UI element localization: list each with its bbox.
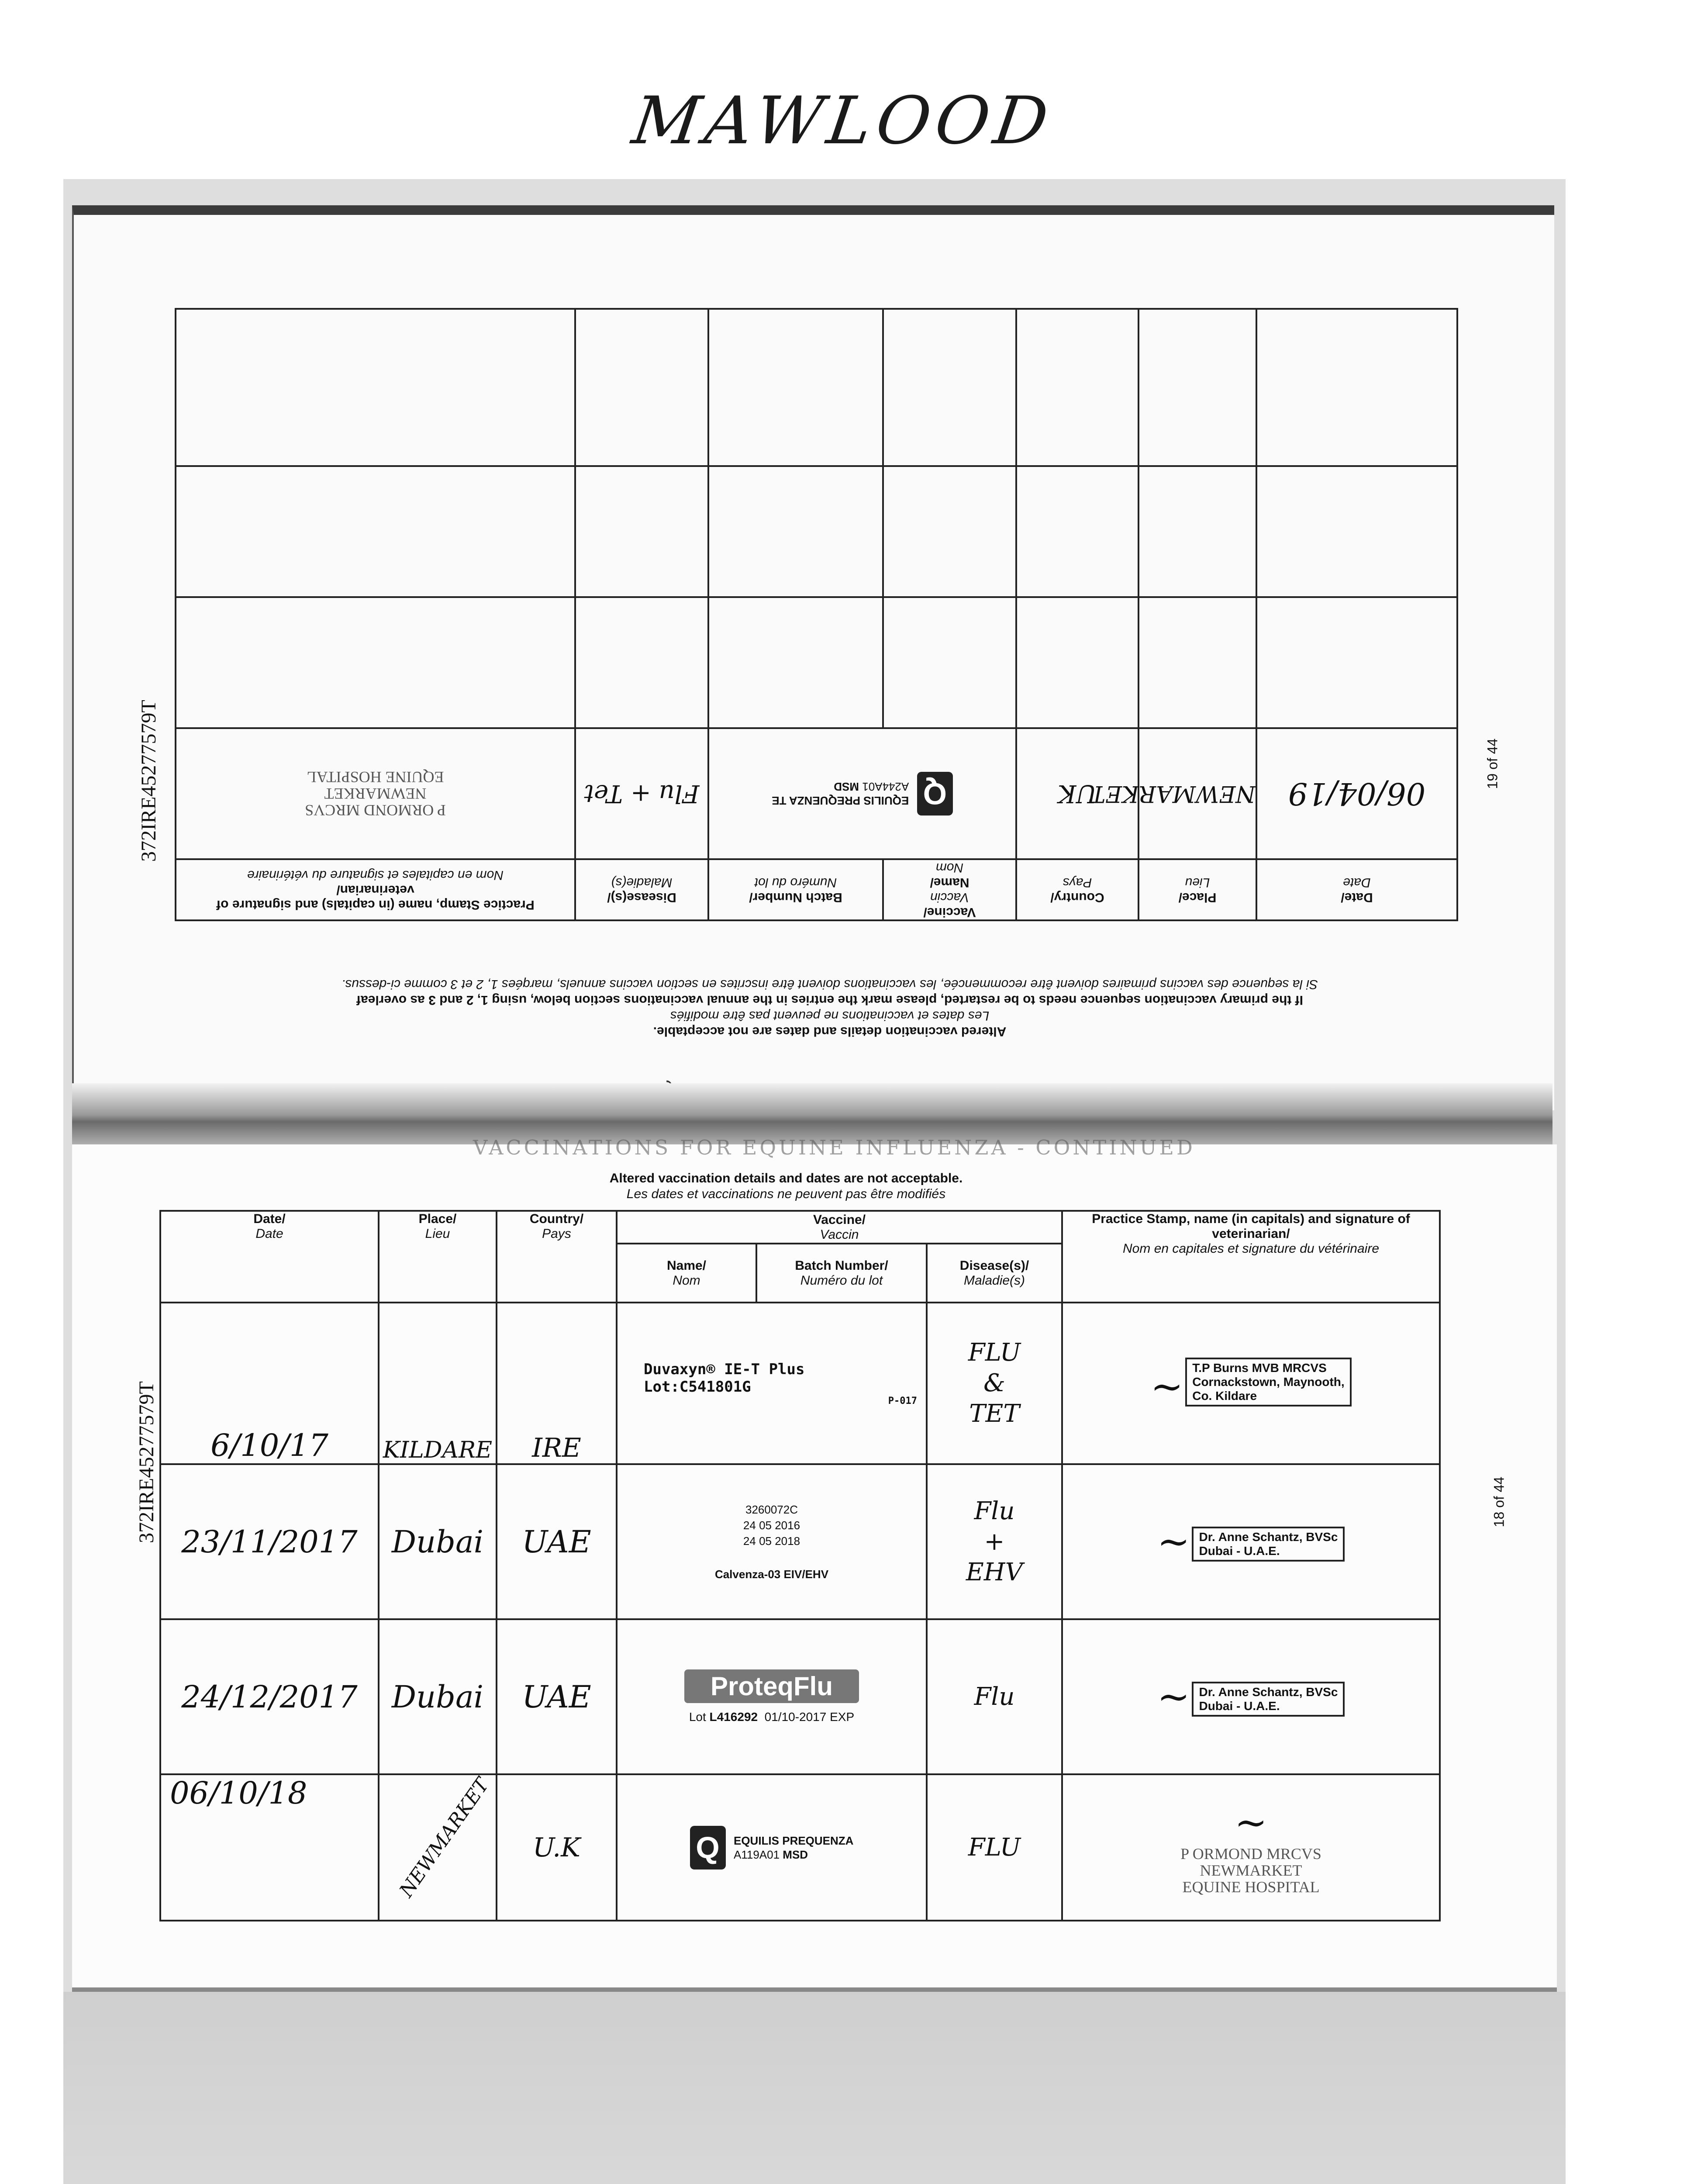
vet-stamp: Dr. Anne Schantz, BVSc Dubai - U.A.E.: [1192, 1682, 1345, 1717]
vaccine-vial-icon: Q: [917, 772, 953, 816]
bottom-notice: Altered vaccination details and dates are not acceptable. Les dates et vaccinations ne peuvent pas être modifiés: [609, 1171, 963, 1201]
entry-disease: Flu + EHV: [927, 1464, 1062, 1619]
col-batch: Batch Number/ Numéro du lot: [756, 1244, 927, 1303]
stamp-cell: [1062, 1303, 1440, 1464]
maker-logo: MSD: [783, 1848, 808, 1861]
maker-logo: MSD: [834, 780, 859, 793]
entry-country: UK: [1016, 728, 1138, 859]
entry-disease: Flu: [927, 1619, 1062, 1774]
table-row: [176, 597, 1457, 728]
entry-disease: FLU: [927, 1774, 1062, 1921]
batch-number: L416292: [709, 1710, 758, 1724]
col-date: Date/ Date: [1256, 859, 1457, 920]
top-notice: Altered vaccination details and dates are not acceptable. Les dates et vaccinations ne peuvent pas être modifiés If the primary vaccination sequence needs to be restarted, please mark the entries in the annual vaccinations section below, using 1, 2 and 3 as overleaf Si la sequence des vaccins primaires doivent être recommencée, les vaccinations doivent être inscrites en section vaccins annuels, marqées 1, 2 et 3 comme ci-dessus.: [341, 977, 1318, 1039]
table-row: [160, 1619, 1440, 1774]
col-name: Name/ Nom: [617, 1244, 756, 1303]
entry-country: UAE: [497, 1464, 617, 1619]
col-place: Place/ Lieu: [379, 1211, 497, 1303]
col-country: Country/ Pays: [1016, 859, 1138, 920]
stamp-cell: [1062, 1464, 1440, 1619]
table-row: [160, 1303, 1440, 1464]
col-country: Country/ Pays: [497, 1211, 617, 1303]
batch-number: A244A01: [862, 780, 909, 793]
entry-place: NEWMARKET: [1138, 728, 1256, 859]
vaccine-name: Duvaxyn® IE-T Plus: [644, 1360, 805, 1378]
entry-place: Dubai: [379, 1619, 497, 1774]
entry-date: 24/12/2017: [160, 1619, 379, 1774]
entry-place: KILDARE: [379, 1303, 497, 1464]
stamp-cell: [176, 728, 575, 859]
vaccination-table-page-19: [175, 308, 1458, 921]
page-number: 18 of 44: [1491, 1476, 1507, 1527]
col-vaccine: Vaccine/ Vaccin: [617, 1211, 1062, 1244]
vaccine-name: EQUILIS PREQUENZA: [733, 1834, 854, 1847]
col-batch: Batch Number/ Numéro du lot: [708, 859, 883, 920]
section-title: VACCINATIONS FOR EQUINE INFLUENZA - CONTINUED: [473, 1136, 1195, 1159]
vet-signature: ~: [1234, 1800, 1268, 1845]
table-row: [160, 1774, 1440, 1921]
col-vaccine-name: Vaccine/ Vaccin Name/ Nom: [883, 859, 1016, 920]
vaccine-sticker: [708, 728, 1016, 859]
entry-country: UAE: [497, 1619, 617, 1774]
col-place: Place/ Lieu: [1138, 859, 1256, 920]
stamp-cell: [1062, 1774, 1440, 1921]
vaccine-sticker: [617, 1464, 927, 1619]
vaccine-name: ProteqFlu: [684, 1669, 859, 1703]
vaccine-sticker: [617, 1303, 927, 1464]
table-row: [160, 1464, 1440, 1619]
vaccination-table-page-18: [159, 1210, 1441, 1921]
vet-stamp: T.P Burns MVB MRCVS Cornackstown, Maynooth, Co. Kildare: [1185, 1358, 1351, 1406]
batch-number: 3260072C: [745, 1503, 798, 1516]
entry-date: 23/11/2017: [160, 1464, 379, 1619]
entry-date: 6/10/17: [160, 1303, 379, 1464]
vaccine-sticker: [617, 1774, 927, 1921]
passport-number: 372IRE45277579T: [137, 700, 160, 862]
entry-disease: Flu + Tet: [575, 728, 708, 859]
vet-signature: ~: [1157, 1519, 1190, 1565]
sticker-code: P-017: [888, 1395, 917, 1406]
batch-number: Lot:C541801G: [644, 1378, 751, 1396]
entry-country: IRE: [497, 1303, 617, 1464]
vaccine-name: Calvenza-03 EIV/EHV: [714, 1567, 829, 1581]
stamp-cell: [1062, 1619, 1440, 1774]
col-stamp: Practice Stamp, name (in capitals) and signature of veterinarian/ Nom en capitales et signature du vétérinaire: [176, 859, 575, 920]
table-row: [176, 728, 1457, 859]
manufacture-date: 24 05 2016: [743, 1518, 800, 1532]
vaccine-sticker: ProteqFlu Lot L416292 01/10-2017 EXP: [617, 1619, 927, 1774]
vet-signature: ~: [1157, 1674, 1190, 1720]
col-date: Date/ Date: [160, 1211, 379, 1303]
vaccine-name: EQUILIS PREQUENZA TE: [772, 794, 909, 807]
entry-place: Dubai: [379, 1464, 497, 1619]
vet-stamp: P ORMOND MRCVS NEWMARKET EQUINE HOSPITAL: [305, 768, 446, 819]
table-row: [176, 466, 1457, 597]
table-row: [176, 309, 1457, 466]
vaccine-vial-icon: Q: [690, 1826, 726, 1870]
col-disease: Disease(s)/ Maladie(s): [927, 1244, 1062, 1303]
vet-stamp: P ORMOND MRCVS NEWMARKET EQUINE HOSPITAL: [1180, 1845, 1321, 1896]
expiry-date: 01/10-2017: [764, 1710, 827, 1724]
scan-lower-area: [63, 1992, 1566, 2184]
passport-number: 372IRE45277579T: [135, 1381, 158, 1543]
col-stamp: Practice Stamp, name (in capitals) and signature of veterinarian/ Nom en capitales et signature du vétérinaire: [1062, 1211, 1440, 1303]
entry-disease: FLU & TET: [927, 1303, 1062, 1464]
page-number: 19 of 44: [1484, 738, 1501, 789]
expiry-date: 24 05 2018: [743, 1534, 800, 1548]
entry-date: 06/04/19: [1256, 728, 1457, 859]
vet-stamp: Dr. Anne Schantz, BVSc Dubai - U.A.E.: [1192, 1527, 1345, 1562]
col-disease: Disease(s)/ Maladie(s): [575, 859, 708, 920]
entry-country: U.K: [497, 1774, 617, 1921]
entry-place: NEWMARKET: [379, 1774, 497, 1921]
batch-number: A119A01: [733, 1848, 780, 1861]
handwritten-horse-name: MAWLOOD: [628, 83, 1058, 159]
vet-signature: ~: [1150, 1363, 1183, 1410]
entry-date: 06/10/18: [160, 1774, 379, 1921]
